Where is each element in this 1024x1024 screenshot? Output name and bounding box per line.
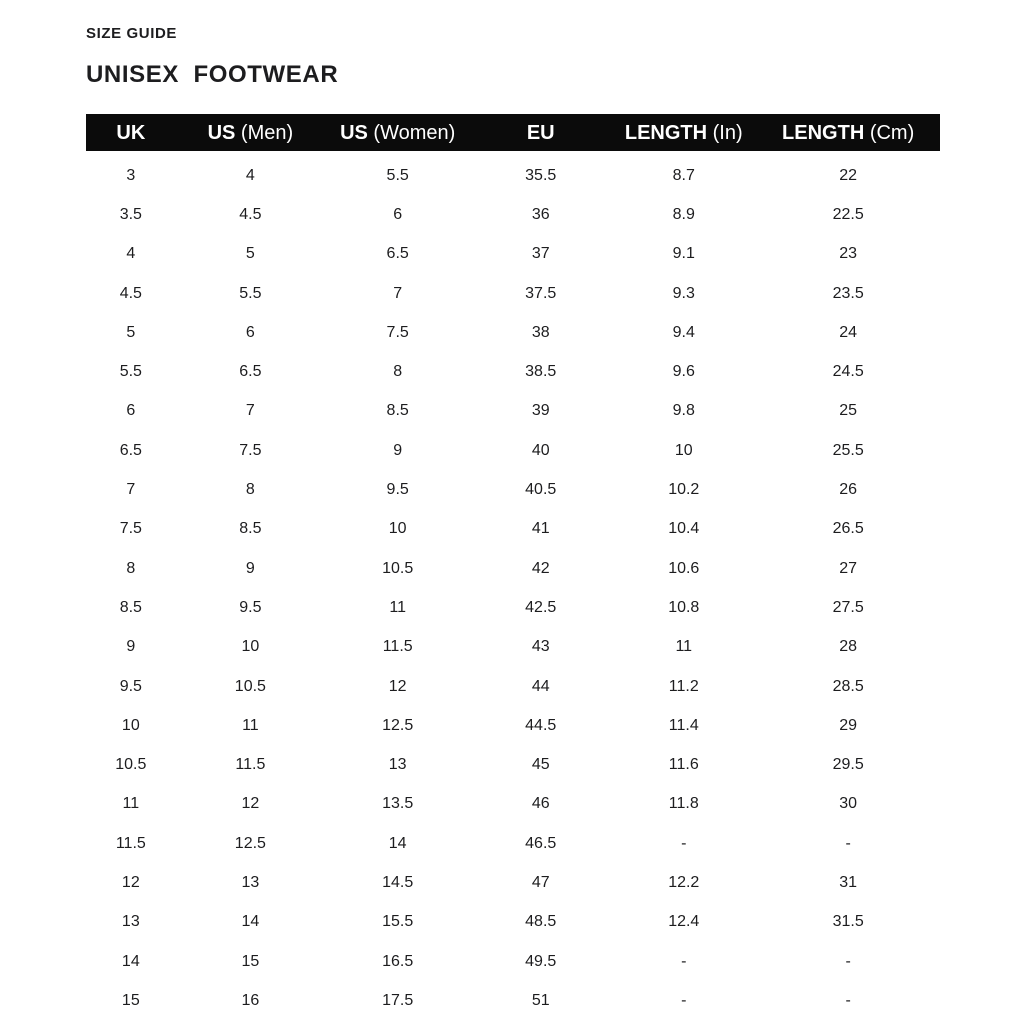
column-header-eu-label: EU [526,121,555,144]
column-header-us-women: US (Women) [340,121,456,144]
table-cell: 7.5 [386,323,409,341]
table-cell: 12.4 [668,913,700,931]
table-cell: 24 [839,323,858,341]
table-row [86,510,940,549]
table-row [86,863,940,902]
table-cell: 6.5 [386,245,409,263]
table-cell: 9.4 [672,323,695,341]
table-cell: 6.5 [119,441,142,459]
table-cell: 35.5 [525,166,557,184]
column-header-uk [86,123,176,143]
table-cell: 10 [121,716,140,734]
table-cell: - [845,952,851,970]
table-cell: 11.4 [668,716,699,734]
table-cell: 39 [531,402,550,420]
size-table-body [86,151,940,1021]
table-cell: 5.5 [119,363,142,381]
table-cell: 8.5 [386,402,409,420]
table-cell: 6.5 [239,363,262,381]
table-cell: 29.5 [832,756,864,774]
table-cell: 22 [839,166,858,184]
table-cell: 10.2 [668,481,700,499]
table-cell: 7.5 [119,520,142,538]
table-cell: 9.5 [239,598,262,616]
table-cell: 24.5 [832,363,864,381]
table-cell: 11.5 [235,756,266,774]
table-cell: 5 [245,245,255,263]
table-cell: 9.5 [386,481,409,499]
table-cell: 44.5 [525,716,557,734]
table-cell: 13.5 [382,795,414,813]
table-cell: 36 [531,205,550,223]
table-cell: 10.5 [115,756,147,774]
table-cell: 5 [126,323,136,341]
table-cell: 10 [388,520,407,538]
table-cell: 9 [393,441,403,459]
table-cell: 3 [126,166,136,184]
table-row [86,274,940,313]
table-row [86,470,940,509]
table-cell: 28 [839,638,858,656]
table-cell: 11.8 [668,795,699,813]
table-cell: 11.6 [668,756,699,774]
table-cell: 8 [126,559,136,577]
table-cell: 5.5 [239,284,262,302]
table-cell: 45 [531,756,550,774]
table-row [86,903,940,942]
table-cell: 12 [241,795,260,813]
table-row [86,431,940,470]
size-table-header-row [86,114,940,151]
table-cell: - [681,991,687,1009]
table-cell: 10.5 [382,559,414,577]
table-row [86,745,940,784]
table-cell: 11.2 [668,677,699,695]
table-cell: 9.1 [672,245,695,263]
table-cell: 6 [393,205,403,223]
column-header-us-men-label: US [207,121,236,144]
table-cell: 51 [531,991,550,1009]
table-cell: 10 [241,638,260,656]
table-cell: 46.5 [525,834,557,852]
table-cell: 37 [531,245,550,263]
table-cell: 40 [531,441,550,459]
table-cell: 11.5 [115,834,146,852]
table-cell: 15 [121,991,140,1009]
table-cell: 23 [839,245,858,263]
table-cell: - [681,952,687,970]
table-cell: - [845,991,851,1009]
table-row [86,785,940,824]
table-cell: 9 [245,559,255,577]
table-cell: 11 [122,795,140,813]
table-cell: 31 [839,873,858,891]
table-row [86,352,940,391]
table-cell: 17.5 [382,991,414,1009]
table-cell: 8 [245,481,255,499]
table-cell: 10.8 [668,598,700,616]
table-cell: 8 [393,363,403,381]
table-cell: 7 [245,402,255,420]
table-cell: 7.5 [239,441,262,459]
table-cell: 28.5 [832,677,864,695]
table-cell: - [681,834,687,852]
table-cell: 10.5 [234,677,266,695]
table-cell: 8.5 [239,520,262,538]
table-cell: 4.5 [239,205,262,223]
table-cell: 3.5 [119,205,142,223]
table-cell: 11 [389,598,406,616]
page-title: UNISEX FOOTWEAR [86,61,339,88]
table-cell: 7 [126,481,136,499]
table-cell: 25.5 [832,441,864,459]
table-cell: 12.5 [382,716,414,734]
table-cell: 9.8 [672,402,695,420]
table-cell: 49.5 [525,952,557,970]
table-cell: 9.3 [672,284,695,302]
table-cell: 31.5 [832,913,864,931]
column-header-length-in: LENGTH (In) [624,121,743,144]
table-cell: 12 [121,873,140,891]
table-cell: 9.6 [672,363,695,381]
table-cell: 11.5 [382,638,413,656]
table-cell: 12.5 [234,834,266,852]
table-cell: 16 [241,991,260,1009]
column-header-eu [470,123,611,143]
table-cell: 26 [839,481,858,499]
table-cell: 8.9 [672,205,695,223]
table-cell: 4 [126,245,136,263]
table-row [86,706,940,745]
table-row [86,195,940,234]
table-cell: 38 [531,323,550,341]
table-cell: 29 [839,716,858,734]
table-cell: 14 [241,913,260,931]
column-header-length-cm-label: LENGTH [782,121,865,144]
table-cell: 14 [388,834,407,852]
table-cell: 11 [675,638,693,656]
table-cell: 13 [388,756,407,774]
table-row [86,981,940,1020]
table-row [86,313,940,352]
table-cell: 23.5 [832,284,864,302]
table-cell: 13 [241,873,260,891]
table-cell: 38.5 [525,363,557,381]
table-cell: 44 [531,677,550,695]
table-row [86,549,940,588]
table-cell: 7 [393,284,403,302]
table-cell: 15.5 [382,913,414,931]
table-cell: 10.4 [668,520,700,538]
table-cell: 15 [241,952,260,970]
table-cell: 14.5 [382,873,414,891]
table-cell: 12.2 [668,873,700,891]
table-cell: 12 [388,677,407,695]
table-cell: 10.6 [668,559,700,577]
table-cell: 9 [126,638,136,656]
table-cell: 6 [245,323,255,341]
table-cell: 9.5 [119,677,142,695]
table-cell: 30 [839,795,858,813]
table-cell: 4 [245,166,255,184]
table-cell: 37.5 [525,284,557,302]
column-header-uk-label: UK [116,121,146,144]
table-cell: 13 [121,913,140,931]
table-cell: 27.5 [832,598,864,616]
size-table [86,114,940,1021]
table-cell: 42.5 [525,598,557,616]
table-cell: 16.5 [382,952,414,970]
table-cell: 42 [531,559,550,577]
table-cell: 6 [126,402,136,420]
size-guide-label: SIZE GUIDE [86,25,178,42]
table-cell: 46 [531,795,550,813]
table-cell: 47 [531,873,550,891]
table-row [86,156,940,195]
table-cell: 5.5 [386,166,409,184]
table-cell: 40.5 [525,481,557,499]
column-header-us-women-label: US [340,121,368,144]
table-cell: 11 [242,716,259,734]
column-header-length-cm: LENGTH (Cm) [782,121,915,144]
table-cell: 48.5 [525,913,557,931]
table-cell: 22.5 [832,205,864,223]
table-row [86,588,940,627]
table-cell: 14 [121,952,140,970]
table-cell: 43 [531,638,550,656]
table-cell: 8.7 [672,166,695,184]
column-header-length-in-label: LENGTH [624,121,708,144]
table-row [86,235,940,274]
table-cell: 4.5 [119,284,142,302]
table-row [86,628,940,667]
table-row [86,667,940,706]
table-row [86,392,940,431]
table-cell: 8.5 [119,598,142,616]
table-row [86,942,940,981]
table-cell: 27 [839,559,858,577]
table-cell: 26.5 [832,520,864,538]
table-row [86,824,940,863]
table-cell: - [845,834,851,852]
table-cell: 25 [839,402,858,420]
column-header-us-men: US (Men) [207,121,294,144]
table-cell: 41 [531,520,550,538]
table-cell: 10 [674,441,693,459]
